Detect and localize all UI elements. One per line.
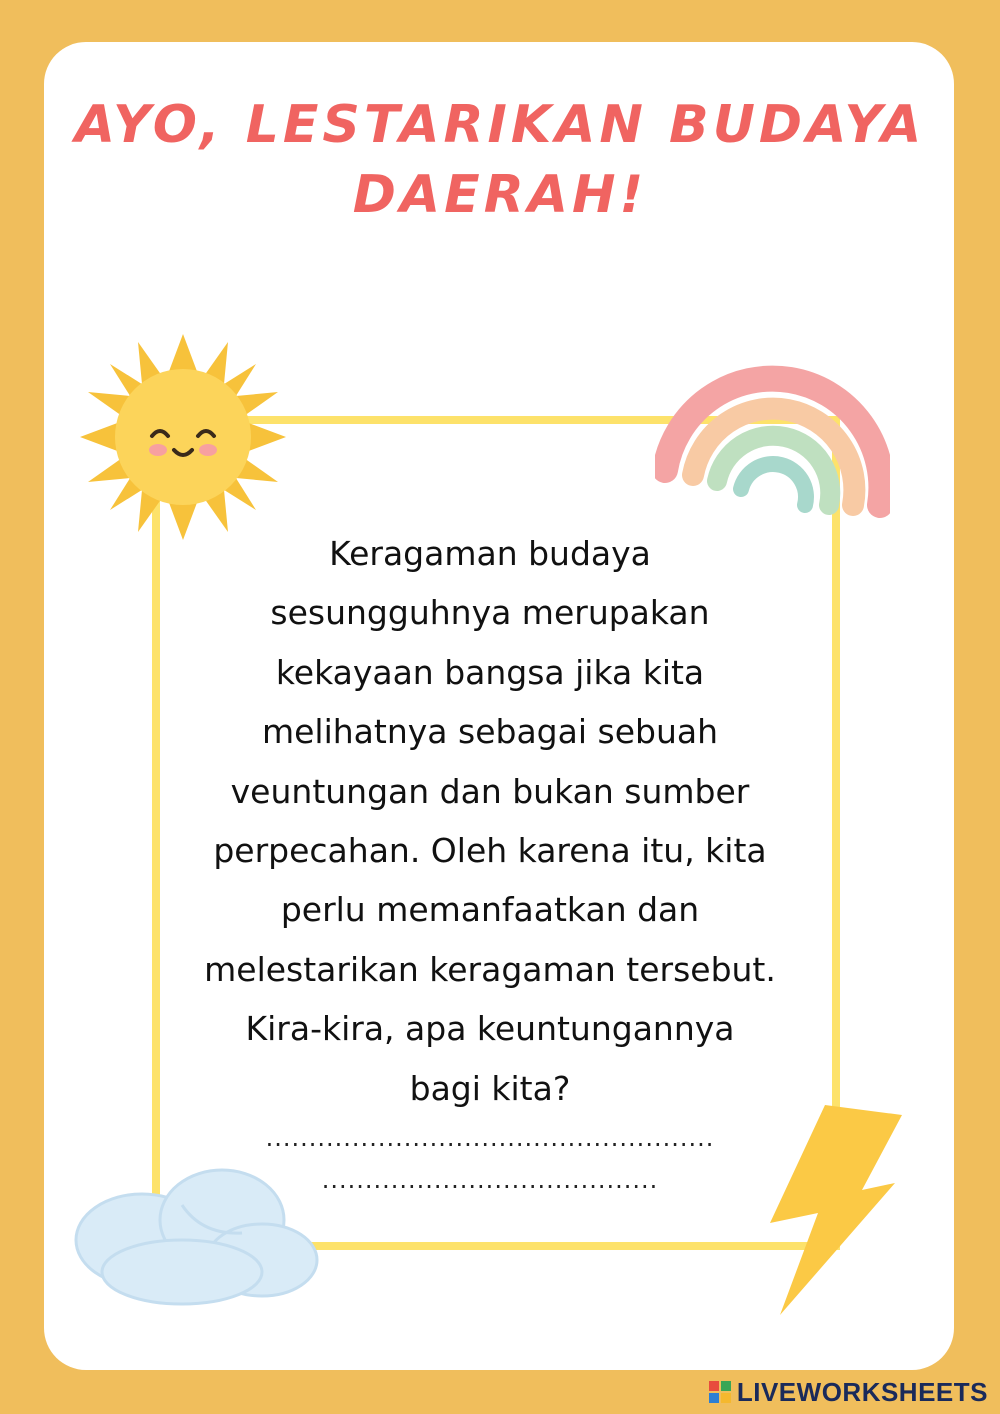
body-line: Keragaman budaya: [329, 534, 651, 573]
body-line: melihatnya sebagai sebuah: [261, 712, 718, 752]
body-line: bagi kita?: [409, 1068, 571, 1108]
answer-field-1[interactable]: ....................................................: [265, 1124, 715, 1152]
body-line: perpecahan. Oleh karena itu, kita: [213, 831, 767, 871]
liveworksheets-logo-icon: [709, 1381, 733, 1405]
body-line: sesungguhnya merupakan: [270, 593, 710, 633]
body-line: Kira-kira, apa keuntungannya: [245, 1009, 735, 1049]
watermark: [709, 1377, 988, 1408]
body-text: [170, 524, 810, 1118]
cloud-icon: [72, 1160, 322, 1310]
page-title: AYO, LESTARIKAN BUDAYA DAERAH!: [74, 95, 926, 225]
rainbow-icon: [655, 365, 890, 525]
watermark-text: LIVEWORKSHEETS: [736, 1377, 988, 1407]
lightning-icon: [770, 1105, 910, 1320]
body-line: melestarikan keragaman tersebut.: [204, 949, 776, 989]
answer-field-2[interactable]: .......................................: [321, 1166, 659, 1194]
body-line: perlu memanfaatkan dan: [280, 890, 700, 930]
body-line: veuntungan dan bukan sumber: [230, 771, 750, 811]
sun-icon: [80, 334, 286, 540]
body-line: kekayaan bangsa jika kita: [275, 652, 705, 692]
